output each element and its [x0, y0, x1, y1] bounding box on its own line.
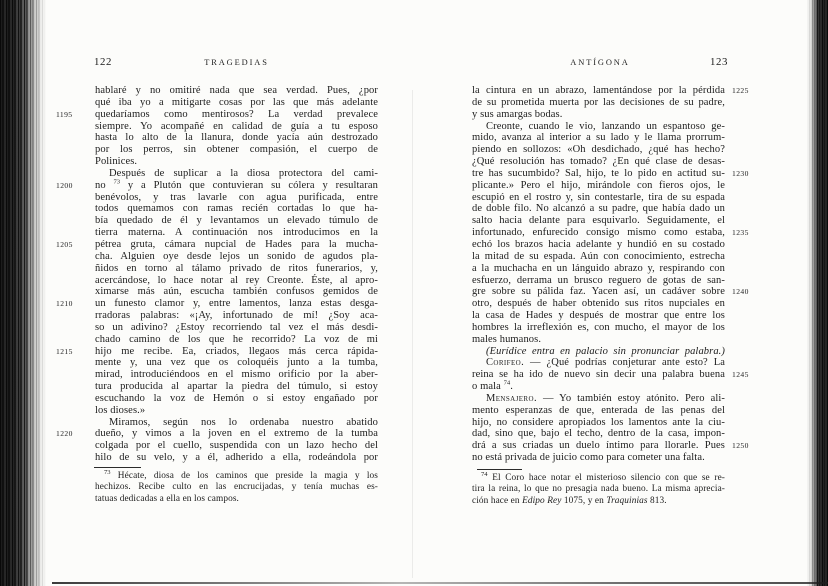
text-line: rradoras palabras: «¡Ay, infortunado de mí! ¿Soy aca- — [95, 310, 378, 322]
text-line: hasta lo alto de la llanura, donde yacía aún destrozado — [95, 132, 378, 144]
text-line: esfuerzo, derrama un brusco reguero de gotas de san- — [472, 274, 725, 286]
text-line: qué iba yo a mitigarte cosas por las que más adelante — [95, 96, 378, 108]
text-line: tierra materna. A continuación nos introducimos en la — [95, 227, 378, 239]
text-line: chado camino de los que he recorrido? La voz de mi — [95, 333, 378, 345]
footnote-line: ción hace en Edipo Rey 1075, y en Traquinias 813. — [472, 495, 667, 506]
text-line: reina se ha ido de nuevo sin decir una palabra buena 1245 — [472, 369, 725, 381]
left-running-title: TRAGEDIAS — [204, 58, 269, 67]
text-line: a la muchacha en un lánguido abrazo y, respirando con — [472, 262, 725, 274]
italic-text: Edipo Rey — [522, 495, 562, 506]
footnote-marker: 74 — [481, 470, 488, 478]
speaker-name: Corifeo. — [486, 357, 525, 369]
text-line: Después de suplicar a la diosa protectora del cami- — [109, 167, 378, 179]
italic-text: (Eurídice entra en palacio sin pronunciar palabra.) — [486, 345, 725, 357]
right-footnote-rule — [477, 469, 522, 470]
footnote-line: $^{74}$ El Coro hace notar el misterioso silencio con que se re- — [481, 470, 725, 483]
text-line: otro, después de haber obtenido sus ritos nupciales en — [472, 298, 725, 310]
right-page-text-column — [472, 85, 749, 464]
text-line: la cintura en un abrazo, lamentándose por la pérdida 1225 — [472, 85, 725, 97]
text-line: drá a sus criadas un duelo íntimo para llorarle. Pues 1250 — [472, 440, 725, 452]
verse-number: 1210 — [56, 299, 73, 309]
text-line: siempre. Yo acompañé en calidad de guía a tu esposo — [95, 120, 378, 132]
verse-number: 1230 — [732, 168, 749, 178]
text-line: Mensajero. — Yo también estoy atónito. Pero ali- — [486, 392, 725, 404]
verse-number: 1235 — [732, 228, 749, 238]
text-line: acercándose, lo hace notar al rey Creonte. Éste, al apro- — [95, 274, 378, 286]
text-line: gre sobre su pálida faz. Yacen así, un cadáver sobre 1240 — [472, 286, 725, 298]
text-line: hablaré y no omitiré nada que sea verdad. Pues, ¿por — [95, 85, 378, 96]
text-line: tre has sucumbido? Sal, hijo, te lo pido en actitud su- 1230 — [472, 168, 725, 180]
text-line: plicante.» Pero el hijo, mirándole con fieros ojos, le — [472, 179, 725, 191]
verse-number: 1225 — [732, 86, 749, 95]
verse-number: 1205 — [56, 239, 73, 249]
left-footnote-rule — [94, 467, 141, 468]
page-gutter-line — [412, 90, 413, 578]
text-line: bía quedado de él y levantamos un elevado túmulo de — [95, 215, 378, 227]
footnote-marker: 73 — [104, 468, 111, 476]
text-line: de su prometida muerta por las decisiones de su padre, — [472, 96, 725, 108]
text-line: la mitad de su espada. Aún con conocimiento, estrecha — [472, 250, 725, 262]
text-line: los dioses.» — [95, 404, 146, 416]
text-line: males humanos. — [472, 333, 542, 345]
page-edge-shadow-right — [807, 0, 828, 586]
left-page-header — [95, 58, 378, 72]
text-line: infortunado, enfurecido consigo mismo como estaba, 1235 — [472, 227, 725, 239]
verse-number: 1200 — [56, 180, 73, 190]
page-bottom-edge-line — [52, 582, 828, 584]
verse-number: 1240 — [732, 287, 749, 297]
text-line: todos quemamos con ramas recién cortadas lo que ha- — [95, 203, 378, 215]
text-line: por los perros, sin obtener compasión, el cuerpo de — [95, 144, 378, 156]
text-line — [472, 346, 725, 358]
left-page-text-column — [56, 85, 378, 464]
text-line: Creonte, cuando le vio, lanzando un espantoso ge- — [486, 120, 725, 132]
text-line: escupió en el rostro y, sin contestarle, tira de su espada — [472, 191, 725, 203]
text-line: hijo, no considere apropiados los lamentos ante la ciu- — [472, 416, 725, 428]
footnote-line: tatuas dedicadas a ella en los campos. — [95, 493, 239, 504]
text-line: echó los brazos hacia adelante y hundió en su costado — [472, 238, 725, 250]
text-line: quedaríamos como mentirosos? La verdad prevalece 1195 — [56, 108, 378, 120]
text-line: mento esperanzas de que, enterada de las penas del — [472, 404, 725, 416]
left-page-number: 122 — [94, 56, 112, 68]
text-line: mido, avanza al interior a su lado y le llama prorrum- — [472, 132, 725, 144]
text-line: hijo me recibe. Ea, criados, llegaos más cerca rápida- 1215 — [56, 345, 378, 357]
footnote-marker: 74 — [503, 379, 511, 387]
text-line: Miramos, según nos lo ordenaba nuestro abatido — [109, 416, 378, 428]
text-line: so un adivino? ¿Estoy recorriendo tal vez el más desdi- — [95, 321, 378, 333]
verse-number: 1215 — [56, 346, 73, 356]
text-line: o mala $^{74}$. — [472, 379, 513, 393]
right-running-title: ANTÍGONA — [570, 58, 630, 67]
text-line: mente y, una vez que os coloquéis junto a la tumba, — [95, 357, 378, 369]
text-line: colgada por el cuello, suspendida con un lazo hecho del — [95, 440, 378, 452]
text-line: escuchando la voz de Hemón o si estoy engañado por — [95, 392, 378, 404]
speaker-name: Mensajero. — [486, 392, 537, 404]
footnote-line: $^{73}$ Hécate, diosa de los caminos que preside la magia y los — [104, 468, 378, 481]
text-line: y sus amargas bodas. — [472, 108, 563, 120]
text-line: ñidos en torno al tálamo privado de ritos funerarios, y, — [95, 262, 378, 274]
right-page-footnote — [472, 470, 725, 507]
text-line: Polinices. — [95, 156, 138, 168]
text-line: pétrea gruta, cámara nupcial de Hades para la mucha- 1205 — [56, 238, 378, 250]
text-line: ¿Qué resolución has tomado? ¿En qué clase de desas- — [472, 156, 725, 168]
text-line: hombres la irreflexión es, con mucho, el mayor de los — [472, 321, 725, 333]
italic-text: Traquinias — [606, 495, 648, 506]
text-line: Corifeo. — ¿Qué podrías conjeturar ante esto? La — [486, 357, 725, 369]
footnote-line: tira la reina, lo que no presagia nada bueno. La misma aprecia- — [472, 484, 725, 495]
text-line: dueño, y vimos a la joven en el extremo de la tumba 1220 — [56, 428, 378, 440]
text-line: un funesto clamor y, entre lamentos, lanza estas desga- 1210 — [56, 298, 378, 310]
text-line: no está privada de juicio como para cometer una falta. — [472, 452, 705, 464]
text-line: no $^{73}$ y a Plutón que contuvieran su cólera y resultaran 1200 — [56, 178, 378, 191]
text-line: dad, sino que, bajo el techo, dentro de la casa, impon- — [472, 428, 725, 440]
verse-number: 1220 — [56, 429, 73, 439]
text-line: ximarse más aún, escucha también confusos gemidos de — [95, 286, 378, 298]
footnote-line: hechizos. Recibe culto en las encrucijadas, y tenía muchas es- — [95, 482, 378, 493]
verse-number: 1250 — [732, 441, 749, 451]
text-line: hilo de su velo, y a él, adherido a ella, rodeándola por — [95, 452, 378, 464]
text-line: la casa de Hades y después de mostrar que entre los — [472, 310, 725, 322]
text-line: piendo en sollozos: «Oh desdichado, ¿qué has hecho? — [472, 144, 725, 156]
text-line: tura producida al apartar la piedra del túmulo, si estoy — [95, 381, 378, 393]
book-binding-shadow-left — [0, 0, 46, 586]
text-line: salto hacia delante para esquivarlo. Seguidamente, el — [472, 215, 725, 227]
text-line: de doble filo. No alcanzó a su padre, que había dado un — [472, 203, 725, 215]
left-page-footnote — [95, 468, 378, 505]
right-page-number: 123 — [710, 56, 728, 68]
verse-number: 1245 — [732, 370, 749, 380]
footnote-marker: 73 — [113, 178, 121, 186]
verse-number: 1195 — [56, 109, 73, 119]
text-line: cha. Alguien oye desde lejos un sonido de agudos pla- — [95, 250, 378, 262]
right-page-header — [472, 58, 728, 72]
text-line: mirad, introduciéndoos en el mismo orificio por la aber- — [95, 369, 378, 381]
text-line: benévolos, y tras lavarle con agua purificada, entre — [95, 191, 378, 203]
